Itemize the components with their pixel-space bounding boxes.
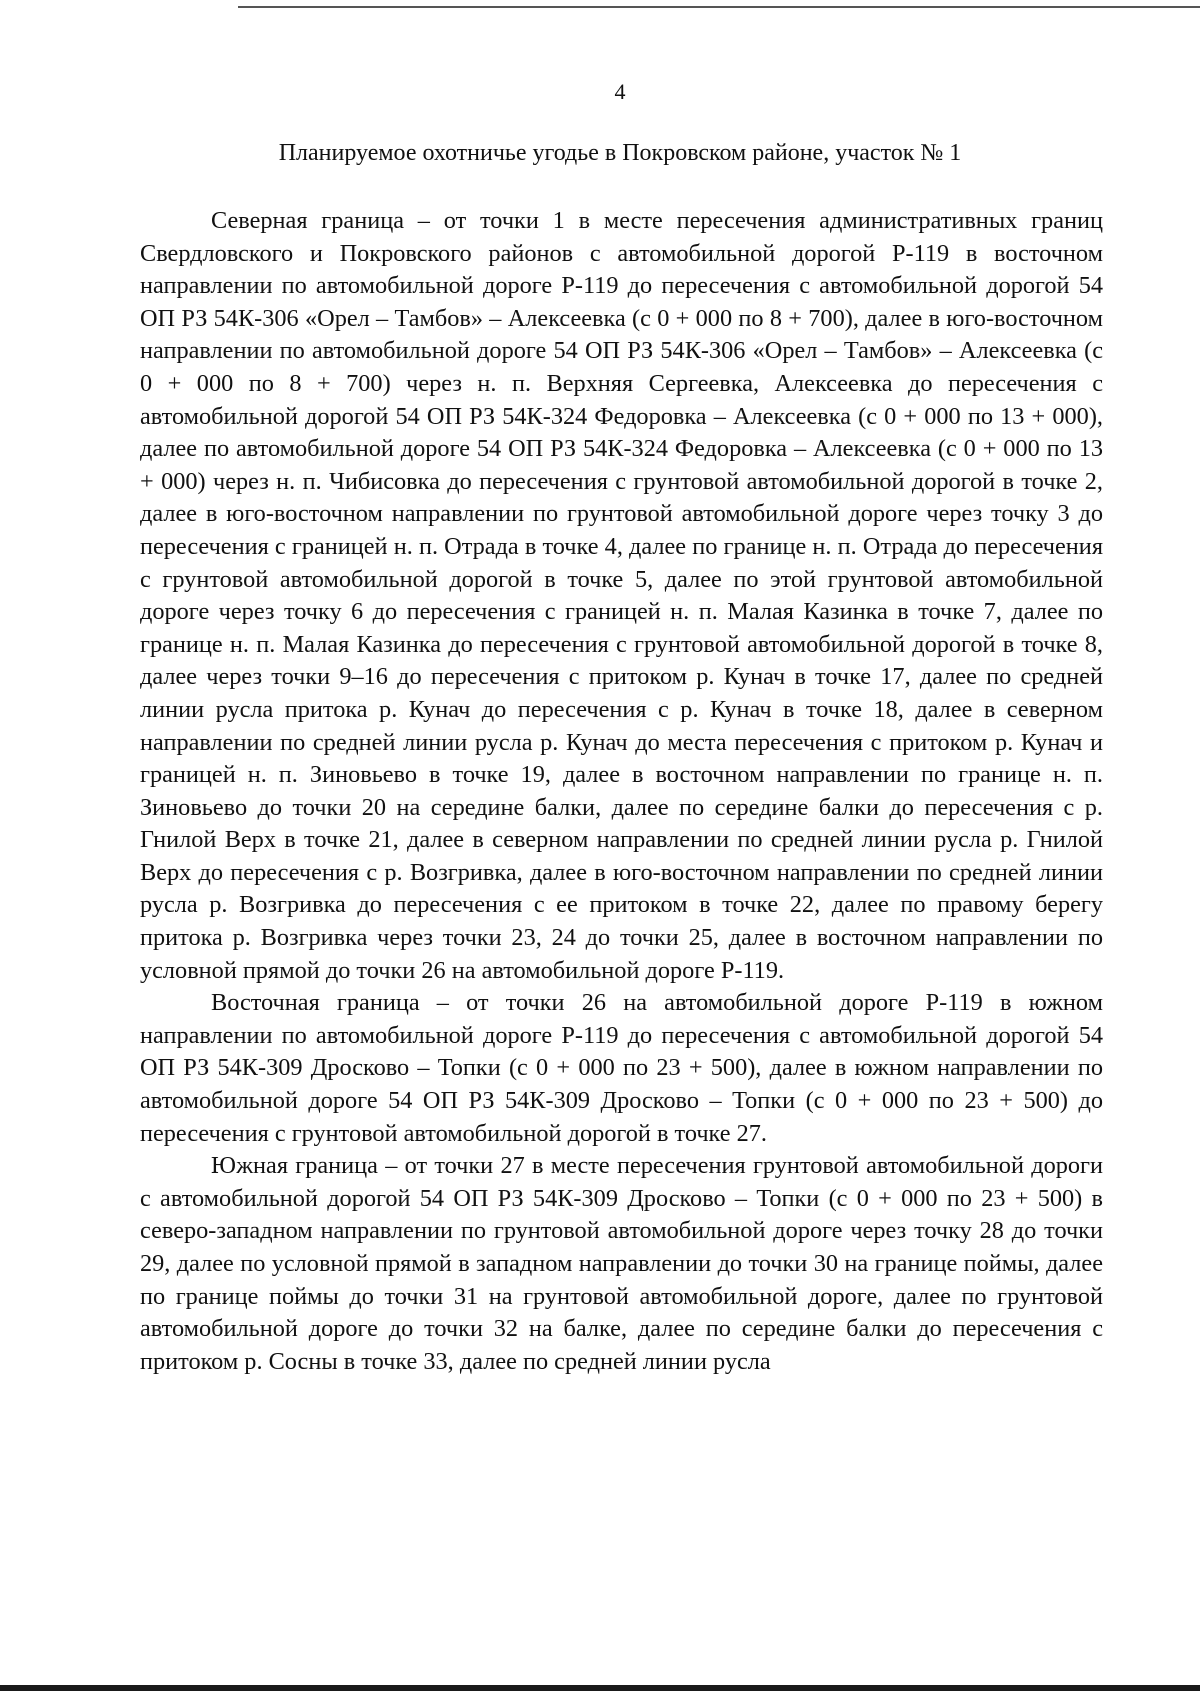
bottom-scan-edge — [0, 1685, 1200, 1691]
document-heading: Планируемое охотничье угодье в Покровском районе, участок № 1 — [278, 140, 962, 166]
paragraph-north-boundary: Северная граница – от точки 1 в месте пересечения административных границ Свердловского и Покровского районов с автомобильной дорогой Р-119 в восточном направлении по автомобильной дороге Р-119 до пересечения с автомобильной дорогой 54 ОП РЗ 54К-306 «Орел – Тамбов» – Алексеевка (с 0 + 000 по 8 + 700), далее в юго-восточном направлении по автомобильной дороге 54 ОП РЗ 54К-306 «Орел – Тамбов» – Алексеевка (с 0 + 000 по 8 + 700) через н. п. Верхняя Сергеевка, Алексеевка до пересечения с автомобильной дорогой 54 ОП РЗ 54К-324 Федоровка – Алексеевка (с 0 + 000 по 13 + 000), далее по автомобильной дороге 54 ОП РЗ 54К-324 Федоровка – Алексеевка (с 0 + 000 по 13 + 000) через н. п. Чибисовка до пересечения с грунтовой автомобильной дорогой в точке 2, далее в юго-восточном направлении по грунтовой автомобильной дороге через точку 3 до пересечения с границей н. п. Отрада в точке 4, далее по границе н. п. Отрада до пересечения с грунтовой автомобильной дорогой в точке 5, далее по этой грунтовой автомобильной дороге через точку 6 до пересечения с границей н. п. Малая Казинка в точке 7, далее по границе н. п. Малая Казинка до пересечения с грунтовой автомобильной дорогой в точке 8, далее через точки 9–16 до пересечения с притоком р. Кунач в точке 17, далее по средней линии русла притока р. Кунач до пересечения с р. Кунач в точке 18, далее в северном направлении по средней линии русла р. Кунач до места пересечения с притоком р. Кунач и границей н. п. Зиновьево в точке 19, далее в восточном направлении по границе н. п. Зиновьево до точки 20 на середине балки, далее по середине балки до пересечения с р. Гнилой Верх в точке 21, далее в северном направлении по средней линии русла р. Гнилой Верх до пересечения с р. Возгривка, далее в юго-восточном направлении по средней линии русла р. Возгривка до пересечения с ее притоком в точке 22, далее по правому берегу притока р. Возгривка через точки 23, 24 до точки 25, далее в восточном направлении по условной прямой до точки 26 на автомобильной дороге Р-119. — [140, 207, 1103, 984]
top-scan-edge — [238, 6, 1200, 8]
page-number: 4 — [614, 79, 626, 104]
paragraph-east-boundary: Восточная граница – от точки 26 на автомобильной дороге Р-119 в южном направлении по автомобильной дороге Р-119 до пересечения с автомобильной дорогой 54 ОП РЗ 54К-309 Дросково – Топки (с 0 + 000 по 23 + 500), далее в южном направлении по автомобильной дороге 54 ОП РЗ 54К-309 Дросково – Топки (с 0 + 000 по 23 + 500) до пересечения с грунтовой автомобильной дорогой в точке 27. — [140, 989, 1103, 1147]
document-body — [140, 205, 1103, 1378]
paragraph-south-boundary: Южная граница – от точки 27 в месте пересечения грунтовой автомобильной дороги с автомобильной дорогой 54 ОП РЗ 54К-309 Дросково – Топки (с 0 + 000 по 23 + 500) в северо-западном направлении по грунтовой автомобильной дороге через точку 28 до точки 29, далее по условной прямой в западном направлении до точки 30 на границе поймы, далее по границе поймы до точки 31 на грунтовой автомобильной дороге, далее по грунтовой автомобильной дороге до точки 32 на балке, далее по середине балки до пересечения с притоком р. Сосны в точке 33, далее по средней линии русла — [140, 1152, 1103, 1375]
